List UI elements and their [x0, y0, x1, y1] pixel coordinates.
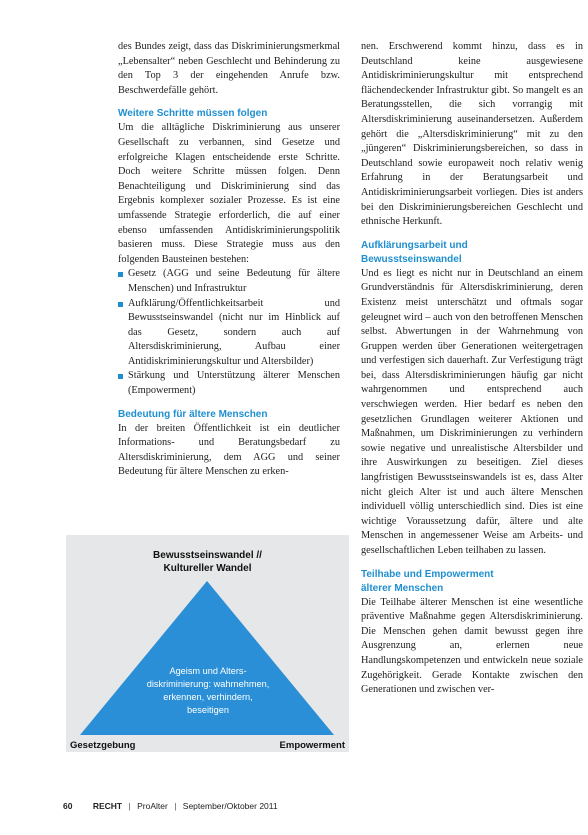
diagram-top-line: Kultureller Wandel	[163, 563, 252, 574]
paragraph: des Bundes zeigt, dass das Diskriminierungsmerkmal „Lebensalter“ neben Geschlecht und Behinderung zu den Top 3 der eingehenden Anrufe bzw. Beschwerdefälle gehört.	[118, 41, 340, 96]
left-column	[118, 40, 340, 480]
diagram-center-label	[146, 665, 270, 717]
diagram-top-line: Bewusstseinswandel //	[153, 550, 262, 561]
right-column	[361, 40, 583, 698]
heading-line: älterer Menschen	[361, 582, 444, 594]
separator: |	[174, 801, 177, 811]
paragraph: In der breiten Öffentlichkeit ist ein deutlicher Informations- und Beratungsbedarf zu Altersdiskriminierung, dem AGG und seiner Bedeutung für ältere Menschen zu erken-	[118, 422, 340, 478]
pyramid-diagram	[66, 535, 349, 752]
section-heading	[361, 568, 583, 596]
separator: |	[128, 801, 131, 811]
issue-date: September/Oktober 2011	[182, 801, 278, 811]
section-heading: Weitere Schritte müssen folgen	[118, 108, 268, 120]
section-heading: Bedeutung für ältere Menschen	[118, 408, 268, 420]
section-label: RECHT	[92, 801, 123, 811]
page-number: 60	[63, 801, 73, 811]
page-footer	[63, 801, 278, 811]
diagram-center-line: Ageism und Alters-	[169, 666, 247, 676]
heading-line: Teilhabe und Empowerment	[361, 568, 494, 580]
heading-line: Bewusstseinswandel	[361, 253, 462, 265]
diagram-center-line: diskriminierung: wahrnehmen,	[146, 679, 270, 689]
heading-line: Aufklärungsarbeit und	[361, 239, 468, 251]
bullet-list	[118, 267, 340, 398]
diagram-top-label	[66, 549, 349, 575]
list-item: Stärkung und Unterstützung älterer Menschen (Empowerment)	[118, 369, 340, 398]
diagram-bottom-right-label: Empowerment	[279, 740, 345, 751]
paragraph: Um die alltägliche Diskriminierung aus unserer Gesellschaft zu verbannen, sind Gesetze und erfolgreiche Klagen entscheidende erste Schritte. Doch weitere Schritte müssen folgen. Denn Benachteiligung und Diskriminierung sind das Ergebnis komplexer sozialer Prozesse. Es ist eine umfassende Strategie erforderlich, die auf einer ebenso umfassenden Antidiskriminierungspolitik basieren muss. Diese Strategie muss aus den folgenden Bausteinen bestehen:	[118, 122, 340, 265]
diagram-bottom-left-label: Gesetzgebung	[70, 740, 136, 751]
paragraph: Und es liegt es nicht nur in Deutschland an einem Grundverständnis für Altersdiskriminierung, deren Existenz meist unterschätzt und oftmals sogar geleugnet wird – auch von den betroffenen Menschen selbst. Abwertungen in der Wahrnehmung von Gruppen werden über Generationen weitergetragen und verfestigen sich dauerhaft. Zur Verfestigung trägt bei, dass Altersdiskriminierungen häufig gar nicht wahrgenommen und entsprechend auch verschwiegen werden. Hier bedarf es neben den gesetzlichen Grundlagen weiterer Aktionen und Maßnahmen, um Diskriminierungen zu verhindern sowie negative und unrealistische Altersbilder und ihre Auswirkungen zu beseitigen. Ziel dieses langfristigen Bewusstseinswandels ist es, dass Alter nicht gleich Alter ist und auch ältere Menschen individuell völlig unterschiedlich sind. Dies ist eine wichtige Voraussetzung dafür, ältere und alte Menschen in angemessener Weise am Arbeits- und gesellschaftlichen Leben teilhaben zu lassen.	[361, 267, 583, 556]
list-item: Gesetz (AGG und seine Bedeutung für ältere Menschen) und Infrastruktur	[118, 267, 340, 296]
paragraph: nen. Erschwerend kommt hinzu, dass es in Deutschland keine ausgewiesene Antidiskriminierungskultur mit entsprechend flächendeckender Infrastruktur gibt. So mangelt es an Beratungsstellen, die sich vorrangig mit Altersdiskriminierung auseinandersetzen. Außerdem gehört die „Altersdiskriminierung“ mit zu den „jüngeren“ Diskriminierungsbereichen, so dass in Deutschland sowie europaweit noch relativ wenig Erfahrung in der Beratungsarbeit und Antidiskriminierungsarbeit vorliegen. Dies ist anders bei den Diskriminierungsbereichen Geschlecht und ethnische Herkunft.	[361, 41, 583, 228]
paragraph: Die Teilhabe älterer Menschen ist eine wesentliche präventive Maßnahme gegen Altersdiskriminierung. Die Menschen gehen damit bewusst gegen ihre Ausgrenzung an, erlernen neue Handlungskompetenzen und entwickeln neue soziale Zugehörigkeit. Gerade Kontakte zwischen den Generationen und zwischen ver-	[361, 596, 583, 696]
list-item: Aufklärung/Öffentlichkeitsarbeit und Bewusstseinswandel (nicht nur im Hinblick auf das Gesetz, sondern auch auf Altersdiskriminierung, Aufbau einer Antidiskriminierungskultur und Altersbilder)	[118, 297, 340, 370]
section-heading	[361, 239, 583, 267]
diagram-center-line: erkennen, verhindern, beseitigen	[163, 692, 253, 715]
publication-name: ProAlter	[137, 801, 168, 811]
